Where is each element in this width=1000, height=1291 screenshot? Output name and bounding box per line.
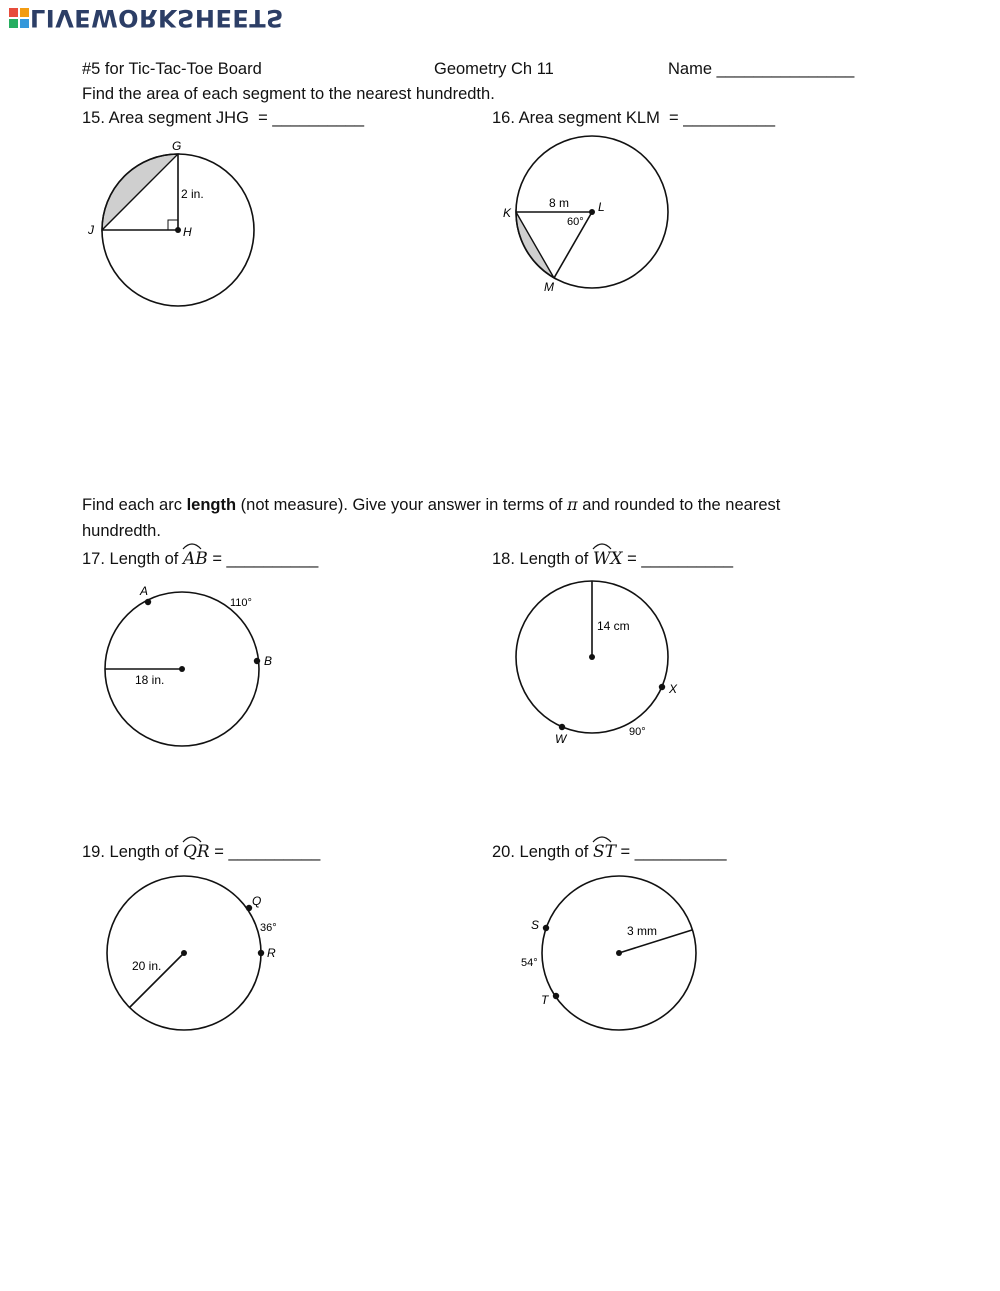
- label-A: A: [140, 584, 149, 598]
- header-assignment: #5 for Tic-Tac-Toe Board: [82, 60, 262, 78]
- label-S: S: [531, 918, 540, 932]
- figure-15-circle: [80, 134, 270, 319]
- label-X: X: [669, 682, 678, 696]
- point-T: [553, 993, 559, 999]
- center-point: [589, 654, 595, 660]
- label-radius: 3 mm: [627, 924, 657, 938]
- answer-blank-17[interactable]: = __________: [212, 550, 319, 568]
- label-K: K: [503, 206, 512, 220]
- label-Q: Q: [252, 894, 262, 908]
- arc-name: WX: [592, 549, 623, 569]
- logo-blocks-icon: [8, 7, 30, 29]
- instruction-text: (not measure). Give your answer in terms of: [236, 496, 568, 514]
- pi-symbol: π: [567, 495, 578, 514]
- instruction-text: Find each arc: [82, 496, 187, 514]
- point-S: [543, 925, 549, 931]
- label-L: L: [598, 200, 605, 214]
- label-radius: 20 in.: [132, 959, 162, 973]
- instruction-text: and rounded to the nearest: [577, 496, 781, 514]
- problem-number: 16.: [492, 109, 515, 127]
- point-B: [254, 658, 260, 664]
- problem-prompt: Length of: [519, 550, 589, 568]
- header-chapter: Geometry Ch 11: [434, 60, 554, 78]
- label-angle: 110°: [230, 597, 252, 609]
- section2-instruction-line2: hundredth.: [82, 522, 161, 540]
- figure-19-circle: [95, 870, 295, 1040]
- point-R: [258, 950, 264, 956]
- answer-blank-15[interactable]: = __________: [258, 109, 365, 127]
- point-A: [145, 599, 151, 605]
- answer-blank-20[interactable]: = __________: [620, 843, 727, 861]
- shaded-segment: [516, 212, 554, 278]
- label-radius: 14 cm: [597, 619, 630, 633]
- section1-instruction: Find the area of each segment to the nearest hundredth.: [82, 85, 495, 103]
- arc-name: ST: [592, 842, 616, 862]
- arc-notation: [593, 842, 616, 862]
- logo-text: LIVEWORKSHEETS: [30, 4, 284, 32]
- label-radius: 18 in.: [135, 673, 165, 687]
- label-B: B: [264, 654, 273, 668]
- center-point: [179, 666, 185, 672]
- label-radius: 2 in.: [181, 187, 204, 201]
- label-angle: 54°: [521, 957, 538, 969]
- problem-number: 15.: [82, 109, 105, 127]
- label-J: J: [88, 223, 94, 237]
- point-W: [559, 724, 565, 730]
- problem-prompt: Length of: [109, 550, 179, 568]
- label-M: M: [544, 280, 554, 294]
- problem-20-heading: [492, 842, 727, 862]
- section2-instruction: [82, 495, 780, 515]
- problem-16-heading: [492, 108, 775, 128]
- problem-prompt: Length of: [519, 843, 589, 861]
- figure-17-circle: [95, 580, 295, 755]
- problem-number: 20.: [492, 843, 515, 861]
- label-radius: 8 m: [549, 196, 570, 210]
- label-angle: 36°: [260, 922, 277, 934]
- label-angle: 90°: [629, 726, 646, 738]
- name-field[interactable]: Name _______________: [668, 60, 855, 78]
- problem-prompt: Area segment JHG: [108, 109, 249, 127]
- problem-18-heading: [492, 549, 733, 569]
- problem-number: 17.: [82, 550, 105, 568]
- answer-blank-16[interactable]: = __________: [669, 109, 776, 127]
- problem-prompt: Length of: [109, 843, 179, 861]
- center-point: [616, 950, 622, 956]
- shaded-segment: [102, 154, 178, 230]
- label-R: R: [267, 946, 276, 960]
- arc-notation: [183, 842, 210, 862]
- problem-number: 18.: [492, 550, 515, 568]
- figure-18-circle: [505, 575, 705, 750]
- arc-symbol: [592, 542, 612, 550]
- arc-symbol: [592, 835, 612, 843]
- answer-blank-18[interactable]: = __________: [627, 550, 734, 568]
- center-point: [181, 950, 187, 956]
- arc-notation: [183, 549, 208, 569]
- arc-symbol: [182, 542, 202, 550]
- center-point: [175, 227, 181, 233]
- instruction-bold: length: [186, 496, 237, 514]
- problem-number: 19.: [82, 843, 105, 861]
- arc-name: AB: [182, 549, 208, 569]
- problem-prompt: Area segment KLM: [518, 109, 660, 127]
- problem-15-heading: [82, 108, 364, 128]
- arc-name: QR: [182, 842, 210, 862]
- answer-blank-19[interactable]: = __________: [214, 843, 321, 861]
- liveworksheets-logo: [8, 4, 284, 32]
- problem-17-heading: [82, 549, 318, 569]
- point-X: [659, 684, 665, 690]
- arc-symbol: [182, 835, 202, 843]
- label-angle: 60°: [567, 216, 584, 228]
- label-G: G: [172, 139, 182, 153]
- center-point: [589, 209, 595, 215]
- arc-notation: [593, 549, 623, 569]
- label-H: H: [183, 225, 192, 239]
- label-T: T: [541, 993, 549, 1007]
- figure-20-circle: [505, 868, 705, 1038]
- figure-16-circle: [495, 130, 685, 300]
- problem-19-heading: [82, 842, 320, 862]
- label-W: W: [555, 732, 567, 746]
